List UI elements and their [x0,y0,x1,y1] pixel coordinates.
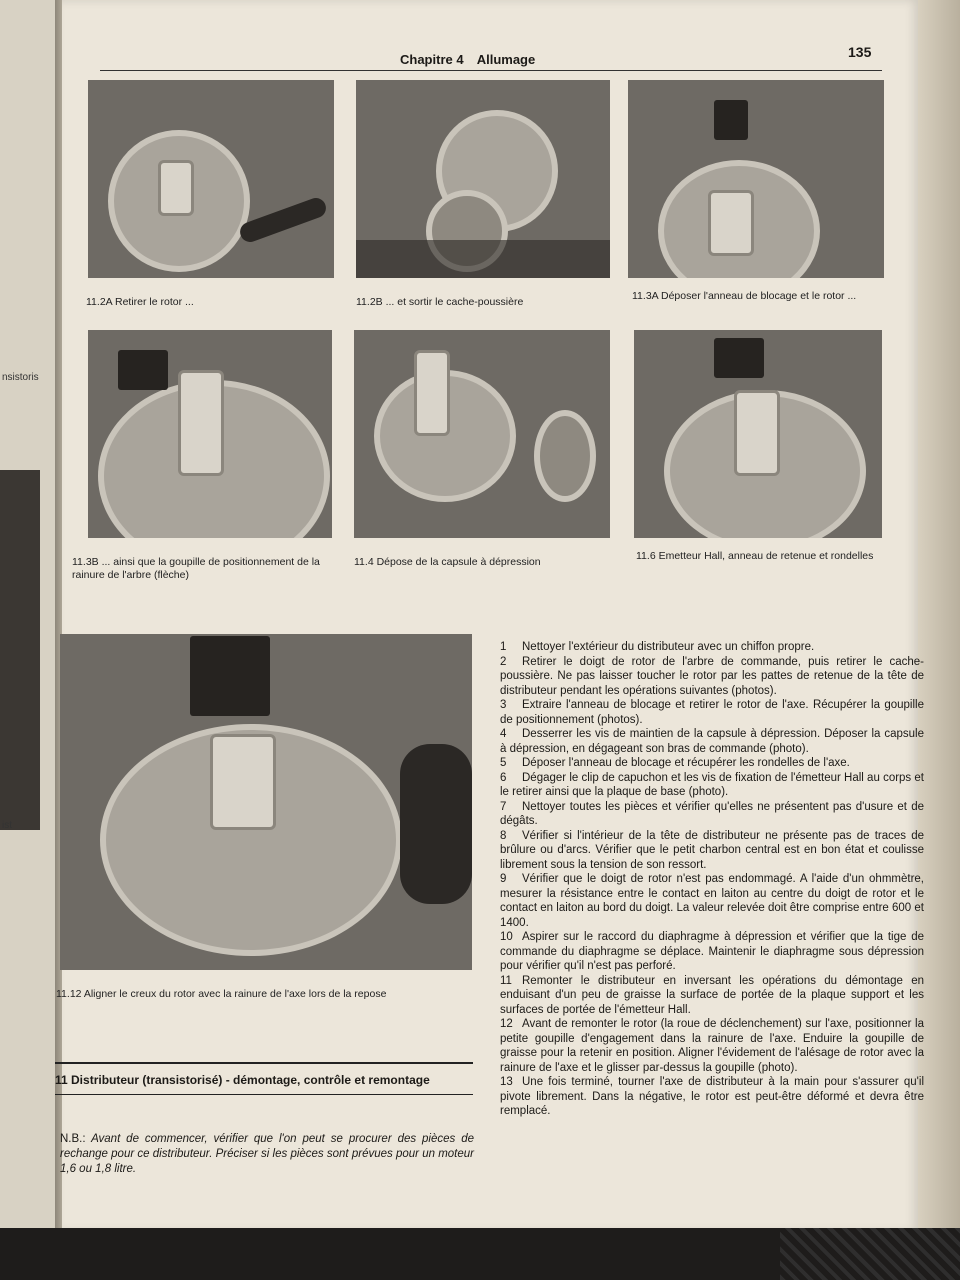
step-paragraph: 8 Vérifier si l'intérieur de la tête de distributeur ne présente pas de traces de brûlure ou d'arcs. Vérifier que le petit charbon central est en bon état et coulisse librement sous la tension de son ressort. [500,829,924,871]
step-paragraph: 5 Déposer l'anneau de blocage et récupérer les rondelles de l'axe. [500,757,850,769]
step-paragraph: 4 Desserrer les vis de maintien de la capsule à dépression. Déposer la capsule à dépression, en dégageant son bras de commande (photo). [500,728,924,755]
photo-caption: 11.6 Emetteur Hall, anneau de retenue et rondelles [636,550,874,562]
header-rule [100,70,882,71]
page-edge [918,0,960,1240]
photo-caption: 11.4 Dépose de la capsule à dépression [354,556,541,568]
step-paragraph: 6 Dégager le clip de capuchon et les vis de fixation de l'émetteur Hall au corps et le retirer ainsi que la plaque de base (photo). [500,771,924,798]
step-paragraph: 11 Remonter le distributeur en inversant les opérations du démontage en enduisant d'un peu de graisse la surface de portée de la plaque support et les surfaces de portée de l'émetteur Hall. [500,974,924,1016]
left-page-text-fragment: nsistoris [2,372,39,383]
nb-text: Avant de commencer, vérifier que l'on peut se procurer des pièces de rechange pour ce distributeur. Préciser si les pièces sont prévues pour un moteur 1,6 ou 1,8 litre. [60,1133,474,1175]
left-page-photo-fragment [0,470,40,830]
photo-caption: 11.3B ... ainsi que la goupille de positionnement de la rainure de l'arbre (flèche) [72,556,320,581]
photo-11-3a [628,80,884,278]
nb-lead: N.B.: [60,1133,86,1145]
step-paragraph: 7 Nettoyer toutes les pièces et vérifier qu'elles ne présentent pas d'usure et de dégâts. [500,800,924,827]
step-paragraph: 1 Nettoyer l'extérieur du distributeur avec un chiffon propre. [500,641,815,653]
chapter-title: Allumage [476,52,536,67]
section-header [55,1062,473,1095]
step-paragraph: 12 Avant de remonter le rotor (la roue de déclenchement) sur l'axe, positionner la petite goupille d'engagement dans la rainure de l'axe. Enduire la goupille de graisse pour la retenir en position. Aligner l'évidement de l'alésage de rotor avec la rainure de l'axe et le glisser par-dessus la goupille (photo). [500,1018,924,1074]
photo-caption: 11.12 Aligner le creux du rotor avec la rainure de l'axe lors de la repose [56,988,387,1000]
page-number: 135 [848,44,872,60]
running-header [400,52,535,67]
photo-11-12 [60,634,472,970]
procedure-steps [500,640,924,1119]
photo-11-2a [88,80,334,278]
photo-11-3b [88,330,332,538]
background-fabric [0,1228,960,1280]
step-paragraph: 13 Une fois terminé, tourner l'axe de distributeur à la main pour s'assurer qu'il pivote librement. Dans la négative, le rotor est peut-être déformé et devra être remplacé. [500,1076,924,1117]
step-paragraph: 2 Retirer le doigt de rotor de l'arbre de commande, puis retirer le cache-poussière. Ne pas laisser toucher le rotor par les pattes de retenue de la tête de distributeur pendant les opérations suivantes (photos). [500,655,924,697]
chapter-label: Chapitre 4 [400,52,464,67]
photo-caption: 11.2B ... et sortir le cache-poussière [356,296,524,308]
photo-caption: 11.2A Retirer le rotor ... [86,296,194,308]
nb-note [60,1132,474,1177]
photo-11-4 [354,330,610,538]
section-title: 11 Distributeur (transistorisé) - démontage, contrôle et remontage [55,1073,430,1087]
photo-11-2b [356,80,610,278]
photo-caption: 11.3A Déposer l'anneau de blocage et le rotor ... [632,290,857,302]
photo-11-6 [634,330,882,538]
step-paragraph: 3 Extraire l'anneau de blocage et retirer le rotor de l'axe. Récupérer la goupille de positionnement (photos). [500,699,924,726]
step-paragraph: 9 Vérifier que le doigt de rotor n'est pas endommagé. A l'aide d'un ohmmètre, mesurer la résistance entre le contact en laiton au centre du doigt de rotor et le contact en laiton au bord du doigt. La valeur relevée doit être comprise entre 600 et 1400. [500,873,924,929]
step-paragraph: 10 Aspirer sur le raccord du diaphragme à dépression et vérifier que la tige de commande du diaphragme se déplace. Maintenir le diaphragme sous dépression pour vérifier qu'il n'est pas perforé. [500,931,924,972]
left-page-text-fragment: ist [2,820,12,831]
